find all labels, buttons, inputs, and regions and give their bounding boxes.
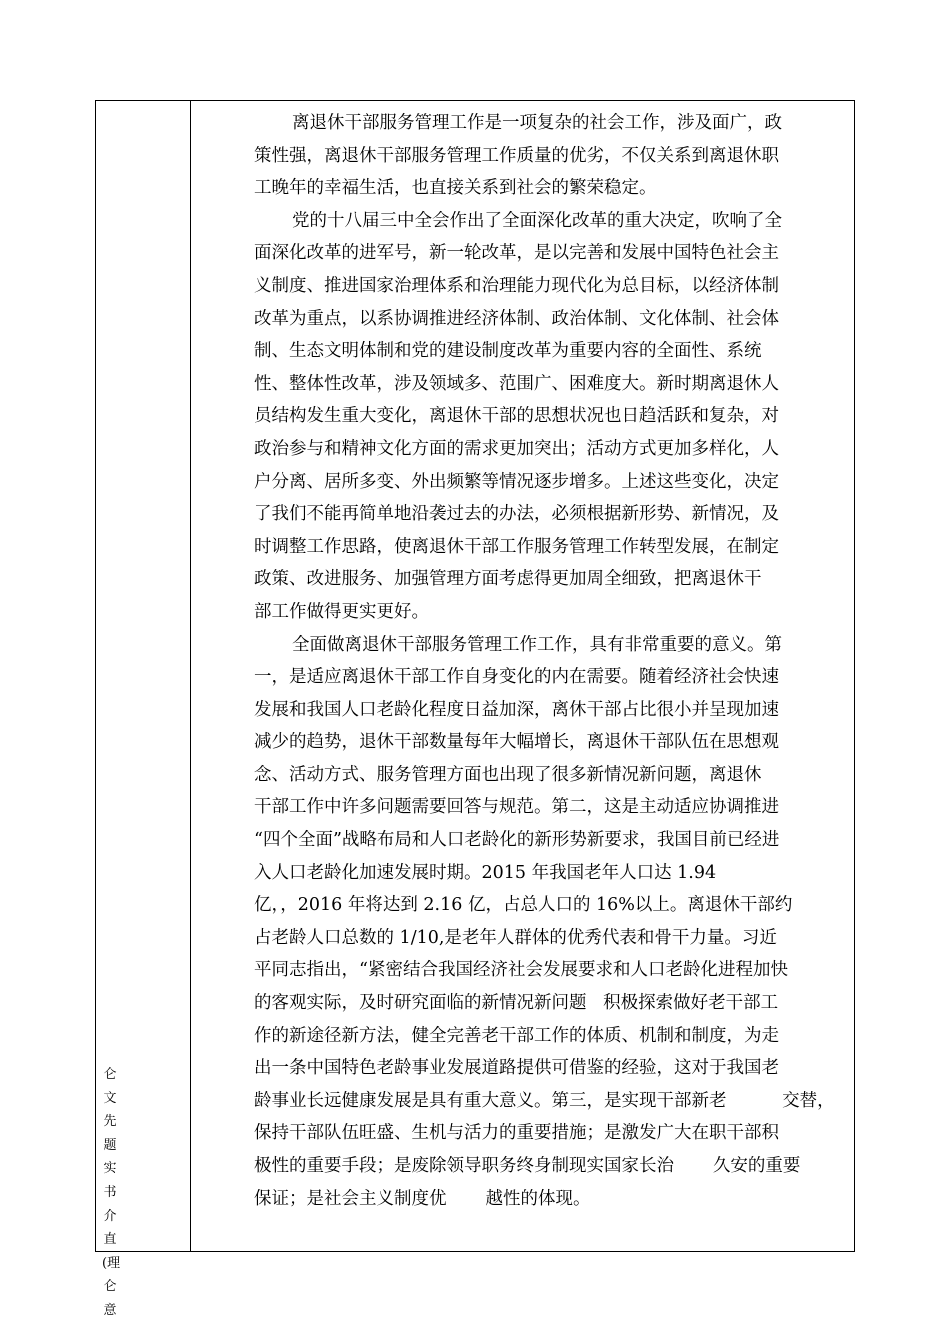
form-table — [95, 100, 855, 1318]
text-line: 时调整工作思路，使离退休干部工作服务管理工作转型发展，在制定 — [254, 536, 779, 557]
text-line: 户分离、居所多变、外出频繁等情况逐步增多。上述这些变化，决定 — [254, 471, 779, 492]
text-line: 工晚年的幸福生活，也直接关系到社会的繁荣稳定。 — [254, 178, 657, 199]
text-line: 念、活动方式、服务管理方面也出现了很多新情况新问题，离退休 — [254, 764, 762, 785]
body-text — [254, 107, 834, 1215]
text-line: 作的新途径新方法，健全完善老干部工作的体质、机制和制度，为走 — [254, 1025, 779, 1046]
text-line: 制、生态文明体制和党的建设制度改革为重要内容的全面性、系统 — [254, 341, 762, 362]
text-line: 面深化改革的进军号，新一轮改革，是以完善和发展中国特色社会主 — [254, 243, 779, 264]
text-line: 全面做离退休干部服务管理工作工作，具有非常重要的意义。第 — [292, 634, 782, 655]
text-line: 出一条中国特色老龄事业发展道路提供可借鉴的经验，这对于我国老 — [254, 1058, 779, 1079]
text-line: 了我们不能再简单地沿袭过去的办法，必须根据新形势、新情况，及 — [254, 504, 779, 525]
text-line: 龄事业长远健康发展是具有重大意义。第三，是实现干部新老 交替， — [254, 1090, 835, 1111]
text-line: 发展和我国人口老龄化程度日益加深，离休干部占比很小并呈现加速 — [254, 699, 779, 720]
text-line: 占老龄人口总数的 1/10,是老年人群体的优秀代表和骨干力量。习近 — [254, 927, 777, 948]
text-line: 亿，，2016 年将达到 2.16 亿，占总人口的 16%以上。离退休干部约 — [254, 895, 793, 916]
text-line: 保证；是社会主义制度优 越性的体现。 — [254, 1188, 591, 1209]
text-line: 减少的趋势，退休干部数量每年大幅增长，离退休干部队伍在思想观 — [254, 732, 779, 753]
text-line: 部工作做得更实更好。 — [254, 601, 429, 622]
text-line: 保持干部队伍旺盛、生机与活力的重要措施；是激发广大在职干部积 — [254, 1123, 779, 1144]
text-line: 改革为重点，以系协调推进经济体制、政治体制、文化体制、社会体 — [254, 308, 779, 329]
column-divider — [190, 101, 191, 1251]
text-line: 义制度、推进国家治理体系和治理能力现代化为总目标，以经济体制 — [254, 275, 779, 296]
text-line: 策性强，离退休干部服务管理工作质量的优劣，不仅关系到离退休职 — [254, 145, 779, 166]
text-line: 极性的重要手段；是废除领导职务终身制现实国家长治 久安的重要 — [254, 1156, 801, 1176]
paragraph-3 — [254, 629, 834, 1216]
text-line: “四个全面”战略布局和人口老龄化的新形势新要求，我国目前已经进 — [254, 830, 780, 851]
text-line: 性、整体性改革，涉及领域多、范围广、困难度大。新时期离退休人 — [254, 373, 779, 394]
text-line: 政策、改进服务、加强管理方面考虑得更加周全细致，把离退休干 — [254, 569, 762, 590]
text-line: 党的十八届三中全会作出了全面深化改革的重大决定，吹响了全 — [292, 210, 782, 231]
text-line: 一，是适应离退休干部工作自身变化的内在需要。随着经济社会快速 — [254, 667, 779, 688]
paragraph-2 — [254, 205, 834, 629]
text-line: 政治参与和精神文化方面的需求更加突出；活动方式更加多样化，人 — [254, 438, 779, 459]
text-line: 入人口老龄化加速发展时期。2015 年我国老年人口达 1.94 — [254, 862, 717, 883]
text-line: 平同志指出，“紧密结合我国经济社会发展要求和人口老龄化进程加快 — [254, 960, 788, 981]
side-column-label: 仑文先题实书介直(理仑意 — [102, 1067, 121, 1318]
text-line: 的客观实际，及时研究面临的新情况新问题 积极探索做好老干部工 — [254, 993, 779, 1014]
text-line: 员结构发生重大变化，离退休干部的思想状况也日趋活跃和复杂，对 — [254, 406, 779, 427]
text-line: 离退休干部服务管理工作是一项复杂的社会工作，涉及面广，政 — [292, 113, 782, 133]
paragraph-1 — [254, 107, 834, 205]
text-line: 干部工作中许多问题需要回答与规范。第二，这是主动适应协调推进 — [254, 797, 779, 818]
